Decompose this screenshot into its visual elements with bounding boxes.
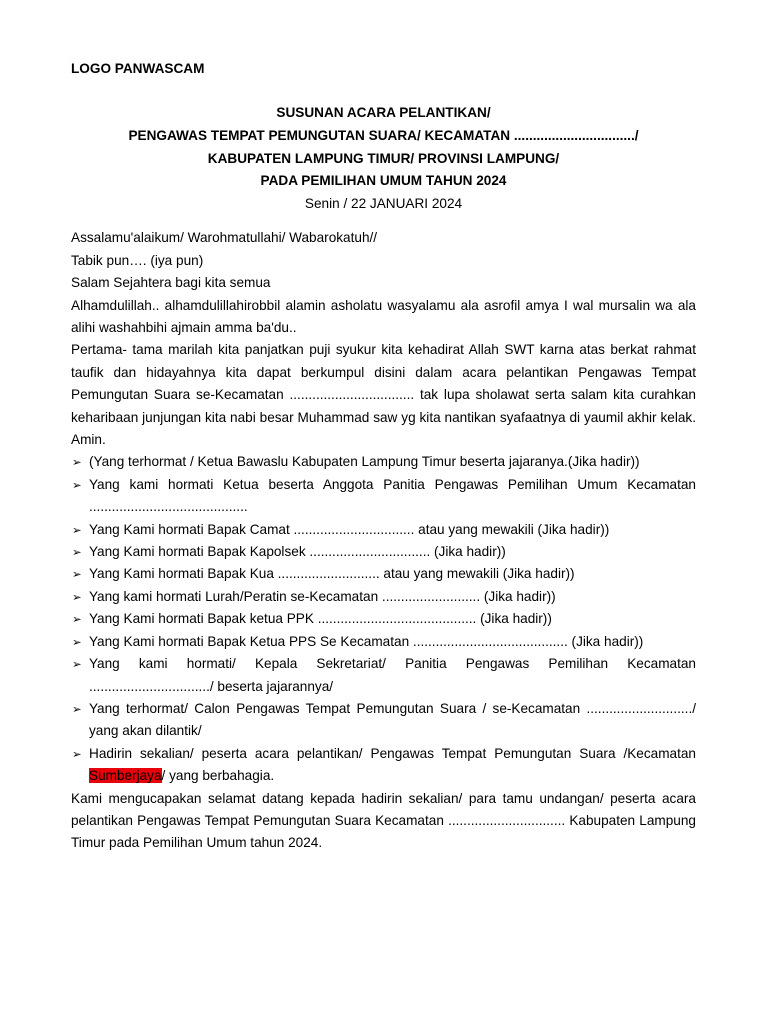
- document-title: [71, 102, 696, 215]
- logo-placeholder-text: LOGO PANWASCAM: [71, 61, 205, 76]
- greeting-line-3: Salam Sejahtera bagi kita semua: [71, 275, 271, 291]
- arrow-bullet-icon: ➢: [72, 657, 82, 672]
- list-item: ➢ Yang Kami hormati Bapak ketua PPK .......................................... (Jika hadir)): [71, 608, 696, 630]
- title-line-4: PADA PEMILIHAN UMUM TAHUN 2024: [260, 173, 507, 189]
- arrow-bullet-icon: ➢: [72, 634, 82, 649]
- highlighted-kecamatan-name: Sumberjaya: [89, 768, 162, 784]
- list-item: ➢ Yang kami hormati Ketua beserta Anggota Panitia Pengawas Pemilihan Umum Kecamatan ..........................................: [71, 474, 696, 519]
- arrow-bullet-icon: ➢: [72, 522, 82, 537]
- arrow-bullet-icon: ➢: [72, 545, 82, 560]
- title-line-3: KABUPATEN LAMPUNG TIMUR/ PROVINSI LAMPUNG/: [207, 150, 560, 166]
- title-line-2: PENGAWAS TEMPAT PEMUNGUTAN SUARA/ KECAMATAN ................................/: [128, 128, 639, 143]
- title-line-1: SUSUNAN ACARA PELANTIKAN/: [276, 105, 491, 121]
- arrow-bullet-icon: ➢: [72, 701, 82, 716]
- closing-paragraph: Kami mengucapakan selamat datang kepada hadirin sekalian/ para tamu undangan/ peserta acara pelantikan Pengawas Tempat Pemungutan Suara Kecamatan ............................... Kabupaten Lampung Timur pada Pemilihan Umum tahun 2024.: [71, 790, 696, 851]
- list-item: ➢ Yang Kami hormati Bapak Kua ........................... atau yang mewakili (Jika hadir)): [71, 563, 696, 585]
- list-item: ➢ Yang Kami hormati Bapak Kapolsek ................................ (Jika hadir)): [71, 541, 696, 563]
- event-date: Senin / 22 JANUARI 2024: [304, 195, 463, 211]
- list-item: ➢ Hadirin sekalian/ peserta acara pelantikan/ Pengawas Tempat Pemungutan Suara /Kecamatan Sumberjaya/ yang berbahagia.: [71, 743, 696, 788]
- list-item: ➢ Yang kami hormati Lurah/Peratin se-Kecamatan .......................... (Jika hadir)): [71, 586, 696, 608]
- list-item: ➢ Yang Kami hormati Bapak Ketua PPS Se Kecamatan ......................................... (Jika hadir)): [71, 631, 696, 653]
- greeting-line-1: Assalamu'alaikum/ Warohmatullahi/ Wabarokatuh//: [71, 230, 378, 246]
- greeting-line-2: Tabik pun…. (iya pun): [71, 252, 204, 268]
- arrow-bullet-icon: ➢: [72, 612, 82, 627]
- hamdalah-paragraph: Alhamdulillah.. alhamdulillahirobbil alamin asholatu wasyalamu ala asrofil amya I wal mursalin wa ala alihi washahbihi ajmain amma ba'du..: [71, 297, 696, 335]
- arrow-bullet-icon: ➢: [72, 746, 82, 761]
- arrow-bullet-icon: ➢: [72, 589, 82, 604]
- arrow-bullet-icon: ➢: [72, 477, 82, 492]
- opening-paragraph: Pertama- tama marilah kita panjatkan puji syukur kita kehadirat Allah SWT karna atas berkat rahmat taufik dan hidayahnya kita dapat berkumpul disini dalam acara pelantikan Pengawas Tempat Pemungutan Suara se-Kecamatan ................................. tak lupa sholawat serta salam kita curahkan keharibaan junjungan kita nabi besar Muhammad saw yg kita nantikan syafaatnya di yaumil akhir kelak. Amin.: [71, 342, 696, 448]
- salutation-list: [71, 451, 696, 787]
- list-item: ➢ Yang kami hormati/ Kepala Sekretariat/ Panitia Pengawas Pemilihan Kecamatan ................................/ beserta jajarannya/: [71, 653, 696, 698]
- list-item: ➢ Yang Kami hormati Bapak Camat ................................ atau yang mewakili (Jika hadir)): [71, 519, 696, 541]
- arrow-bullet-icon: ➢: [72, 455, 82, 470]
- list-item: ➢ (Yang terhormat / Ketua Bawaslu Kabupaten Lampung Timur beserta jajaranya.(Jika hadir)): [71, 451, 696, 473]
- list-item: ➢ Yang terhormat/ Calon Pengawas Tempat Pemungutan Suara / se-Kecamatan ............................/ yang akan dilantik/: [71, 698, 696, 743]
- arrow-bullet-icon: ➢: [72, 567, 82, 582]
